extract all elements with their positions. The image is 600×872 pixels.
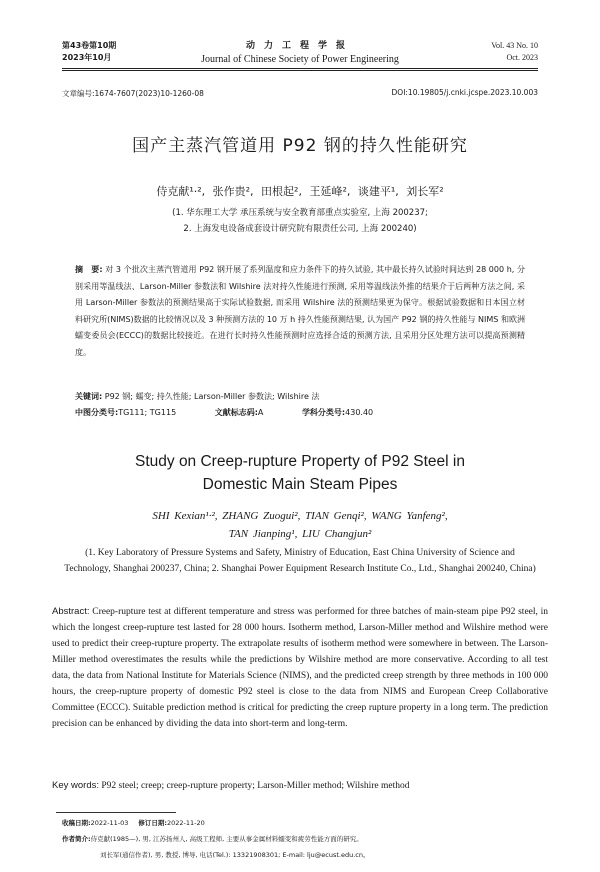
author-bio-label: 作者简介: (62, 835, 91, 843)
received-date: 2022-11-03 (90, 819, 129, 827)
revised-date: 2022-11-20 (167, 819, 205, 827)
keywords-en-label: Key words: (52, 780, 99, 791)
keywords-en (52, 780, 548, 791)
keywords-cn-label: 关键词: (75, 392, 103, 401)
author-bio: 侍克献(1985—), 男, 江苏扬州人, 高级工程师, 主要从事金属材料蠕变和疲劳性能方面的研究。 (90, 835, 363, 843)
abstract-en (52, 604, 548, 732)
subject-label: 学科分类号: (301, 408, 346, 417)
doc-code-value: A (257, 408, 264, 417)
masthead-rule-bottom (62, 70, 538, 71)
title-en-line-1: Study on Creep-rupture Property of P92 Steel in (135, 453, 465, 470)
keywords-cn-text: P92 钢; 蠕变; 持久性能; Larson-Miller 参数法; Wilshire 法 (104, 392, 320, 401)
affiliation-en: (1. Key Laboratory of Pressure Systems and Safety, Ministry of Education, East China University of Science and Technology, Shanghai 200237, China; 2. Shanghai Power Equipment Research Institute Co., Ltd., Shanghai 200240, China) (64, 548, 536, 574)
abstract-cn-label: 摘 要: (75, 265, 103, 274)
abstract-en-label: Abstract: (52, 606, 90, 617)
keywords-en-text: P92 steel; creep; creep-rupture property; Larson-Miller method; Wilshire method (101, 781, 410, 791)
keywords-cn (75, 391, 525, 402)
doi: DOI:10.19805/j.cnki.jcspe.2023.10.003 (391, 88, 538, 97)
footnote-rule (56, 812, 176, 813)
masthead-volume-issue: 第43卷第10期 (62, 41, 117, 50)
journal-name-cn: 动力工程学报 (245, 41, 354, 51)
masthead-vol-no: Vol. 43 No. 10 (491, 41, 538, 50)
affiliation-cn-1: (1. 华东理工大学 承压系统与安全教育部重点实验室, 上海 200237; (172, 208, 428, 218)
classification-cn (75, 407, 525, 418)
affiliation-cn-2: 2. 上海发电设备成套设计研究院有限责任公司, 上海 200240) (183, 224, 417, 234)
abstract-en-text: Creep-rupture test at different temperature and stress was performed for three batches of main-steam pipe P92 steel, in which the longest creep-rupture test lasted for 28 000 hours. Isotherm method, Larson-Miller method and Wilshire method were used to predict their creep-rupture property. The extrapolate results of isotherm method were somewhere in between. The Larson-Miller method overestimates the results while the predictions by Wilshire method are more conservative. According to all test data, the data from National Institute for Materials Science (NIMS), and the predicted creep strength by three methods in 100 000 hours, the creep-rupture property of domestic P92 steel is close to the data from NIMS and European Creep Collaborative Committee (ECCC). Suitable prediction method is critical for predicting the creep rupture property in a long term. The prediction precision can be enhanced by dividing the data into short-term and long-term. (52, 607, 549, 729)
abstract-cn (75, 262, 525, 361)
abstract-cn-text: 对 3 个批次主蒸汽管道用 P92 钢开展了系列温度和应力条件下的持久试验, 其中最长持久试验时间达到 28 000 h, 分别采用等温线法、Larson-Miller 参数法和 Wilshire 法对持久性能进行预测, 采用等温线法外推的结果介于后两种方法之间, 采用 Larson-Miller 参数法的预测结果高于实际试验数据, 而采用 Wilshire 法的预测结果更为保守。根据试验数据和日本国立材料研究所(NIMS)数据的比较情况以及 3 种预测方法的 10 万 h 持久性能预测结果, 认为国产 P92 钢的持久性能与 NIMS 和欧洲蠕变委员会(ECCC)的数据比较接近。在进行长时持久性能预测时应选择合适的预测方法, 且采用分区处理方法可以提高预测精度。 (75, 265, 525, 357)
revised-label: 修订日期: (138, 819, 167, 827)
masthead (62, 40, 538, 68)
article-number: 文章编号:1674-7607(2023)10-1260-08 (62, 89, 204, 98)
title-cn: 国产主蒸汽管道用 P92 钢的持久性能研究 (132, 136, 468, 156)
authors-cn: 侍克献¹·², 张作贵², 田根起², 王延峰², 谈建平¹, 刘长军² (156, 185, 444, 198)
footnote-author (62, 834, 548, 843)
footnote-corresponding: 刘长军(通信作者), 男, 教授, 博导, 电话(Tel.): 13321908301; E-mail: lju@ecust.edu.cn。 (100, 851, 370, 859)
title-en-line-2: Domestic Main Steam Pipes (202, 476, 398, 493)
received-label: 收稿日期: (62, 819, 91, 827)
journal-name-en: Journal of Chinese Society of Power Engineering (201, 54, 399, 65)
masthead-date: 2023年10月 (62, 53, 112, 62)
authors-en-line-1: SHI Kexian¹·², ZHANG Zuogui², TIAN Genqi², WANG Yanfeng², (152, 510, 448, 522)
subject-value: 430.40 (345, 408, 374, 417)
doc-code-label: 文献标志码: (214, 408, 258, 417)
footnote-dates (62, 818, 548, 827)
masthead-month: Oct. 2023 (506, 53, 538, 62)
masthead-journal (62, 40, 538, 66)
title-en (0, 450, 600, 496)
clc-value: TG111; TG115 (118, 408, 177, 417)
masthead-volume-en (491, 40, 538, 64)
masthead-rule-top (62, 68, 538, 69)
authors-en-line-2: TAN Jianping¹, LIU Changjun² (228, 528, 372, 540)
clc-label: 中图分类号: (75, 408, 119, 417)
